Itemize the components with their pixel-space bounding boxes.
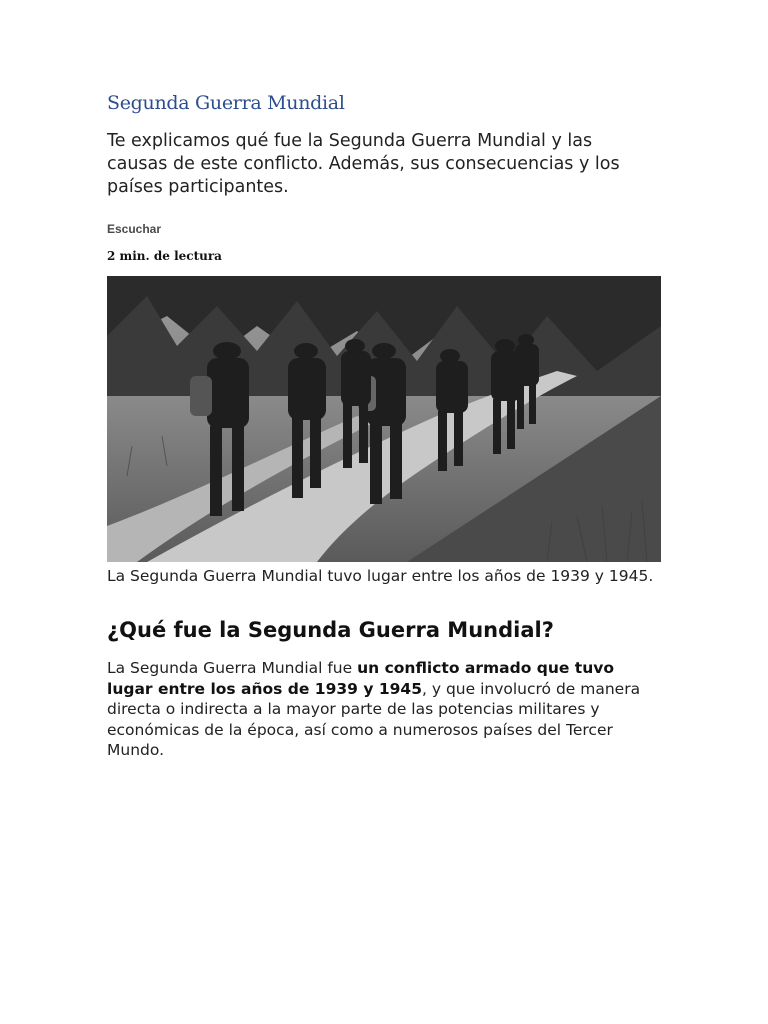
image-caption: La Segunda Guerra Mundial tuvo lugar entre los años de 1939 y 1945. xyxy=(107,567,654,585)
soldiers-photo xyxy=(107,276,661,562)
paragraph-intro: La Segunda Guerra Mundial fue xyxy=(107,659,358,677)
paragraph-rest: , y que involucró de manera directa o indirecta a la mayor parte de las potencias militares y económicas de la época, así como a numerosos países del Tercer Mundo. xyxy=(107,679,641,759)
article-title: Segunda Guerra Mundial xyxy=(107,92,345,114)
article-photo xyxy=(107,276,661,562)
read-time: 2 min. de lectura xyxy=(107,249,222,263)
paragraph-bold: un conflicto armado que tuvo lugar entre los años de 1939 y 1945 xyxy=(107,659,614,698)
article-paragraph xyxy=(107,658,657,761)
article-subtitle: Te explicamos qué fue la Segunda Guerra Mundial y las causas de este conflicto. Además, sus consecuencias y los países participantes. xyxy=(107,131,620,197)
listen-button[interactable]: Escuchar xyxy=(107,222,162,236)
section-heading: ¿Qué fue la Segunda Guerra Mundial? xyxy=(107,618,554,642)
